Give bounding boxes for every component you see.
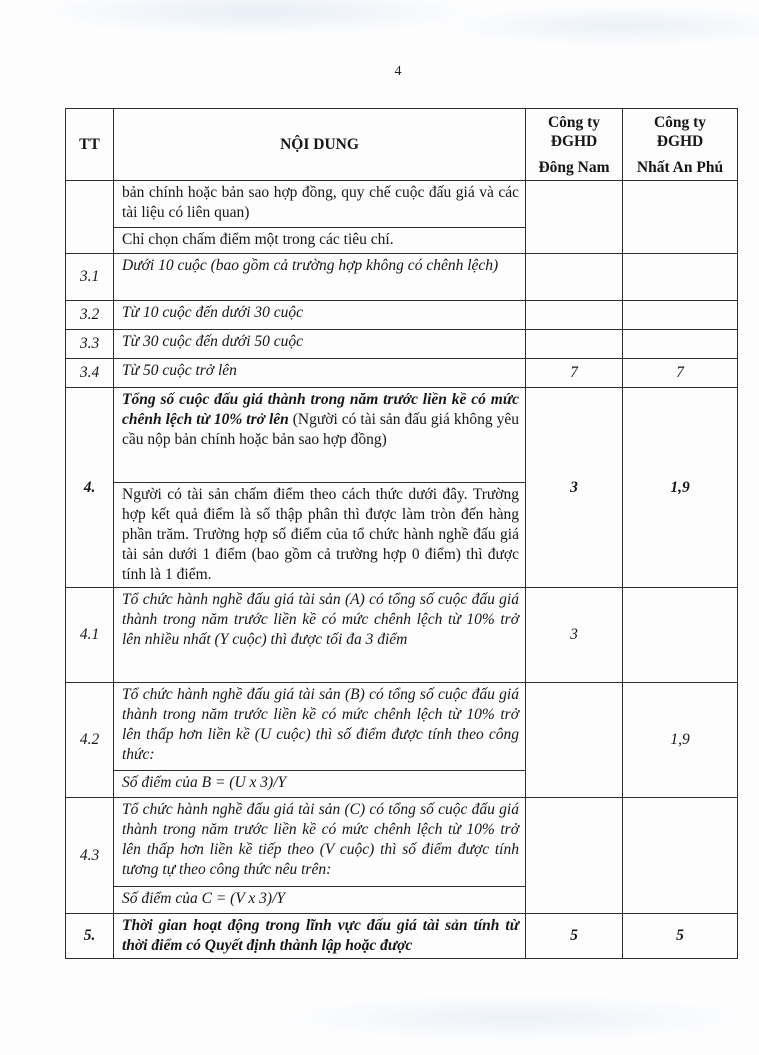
cell-content: Tổ chức hành nghề đấu giá tài sản (B) có tổng số cuộc đấu giá thành trong năm trước liền kề có mức chênh lệch từ 10% trở lên thấp hơn liền kề (U cuộc) thì số điểm được tính theo công thức: bbox=[114, 683, 526, 771]
cell-score-dong-nam bbox=[526, 254, 623, 301]
row-3-1 bbox=[66, 254, 738, 301]
row-5 bbox=[66, 914, 738, 959]
formula-text: Số điểm của C = (V x 3)/Y bbox=[122, 890, 285, 907]
company-name: Nhất An Phú bbox=[636, 158, 724, 176]
cell-tt-empty bbox=[66, 181, 114, 254]
row-continuation bbox=[66, 181, 738, 228]
cell-tt: 4.2 bbox=[66, 683, 114, 798]
row-4-3 bbox=[66, 798, 738, 887]
cell-content: Dưới 10 cuộc (bao gồm cả trường hợp không có chênh lệch) bbox=[114, 254, 526, 301]
header-cell-content: NỘI DUNG bbox=[114, 109, 526, 181]
cell-tt: 3.1 bbox=[66, 254, 114, 301]
cell-score-nhat-an-phu: 1,9 bbox=[623, 683, 738, 798]
cell-score-nhat-an-phu: 5 bbox=[623, 914, 738, 959]
cell-formula bbox=[114, 887, 526, 914]
cell-score-dong-nam bbox=[526, 330, 623, 359]
row-3-3 bbox=[66, 330, 738, 359]
evaluation-table bbox=[65, 108, 738, 959]
company-label-line: Công ty bbox=[547, 113, 601, 131]
cell-formula bbox=[114, 771, 526, 798]
cell-content: Tổ chức hành nghề đấu giá tài sản (C) có tổng số cuộc đấu giá thành trong năm trước liền kề có mức chênh lệch từ 10% trở lên thấp hơn liền kề tiếp theo (V cuộc) thì số điểm được tính tương tự theo công thức nêu trên: bbox=[114, 798, 526, 887]
cell-score-nhat-an-phu: 1,9 bbox=[623, 388, 738, 588]
cell-score-dong-nam: 3 bbox=[526, 388, 623, 588]
cell-score-nhat-an-phu: 7 bbox=[623, 359, 738, 388]
company-label-line: Công ty bbox=[653, 113, 707, 131]
criterion-note: (Người có tài sản đấu giá không yêu cầu nộp bản chính hoặc bản sao hợp đồng) bbox=[122, 411, 519, 448]
cell-content: Từ 30 cuộc đến dưới 50 cuộc bbox=[114, 330, 526, 359]
cell-score-dong-nam bbox=[526, 301, 623, 330]
cell-tt: 3.3 bbox=[66, 330, 114, 359]
cell-score-dong-nam bbox=[526, 181, 623, 254]
cell-score-nhat-an-phu bbox=[623, 798, 738, 914]
cell-score-nhat-an-phu bbox=[623, 330, 738, 359]
row-4-1 bbox=[66, 588, 738, 683]
cell-content: Thời gian hoạt động trong lĩnh vực đấu giá tài sản tính từ thời điểm có Quyết định thành lập hoặc được bbox=[114, 914, 526, 959]
cell-score-dong-nam: 3 bbox=[526, 588, 623, 683]
cell-tt: 4.3 bbox=[66, 798, 114, 914]
cell-tt: 3.2 bbox=[66, 301, 114, 330]
cell-score-nhat-an-phu bbox=[623, 301, 738, 330]
criterion-title: Tổng số cuộc đấu giá thành trong năm trước liền kề có mức chênh lệch từ 10% trở lên bbox=[122, 391, 519, 428]
cell-content: Từ 50 cuộc trở lên bbox=[114, 359, 526, 388]
header-cell-tt: TT bbox=[66, 109, 114, 181]
row-3-4 bbox=[66, 359, 738, 388]
cell-tt: 4.1 bbox=[66, 588, 114, 683]
page-number: 4 bbox=[394, 64, 402, 79]
cell-tt: 5. bbox=[66, 914, 114, 959]
company-label-line: ĐGHD bbox=[550, 132, 598, 150]
cell-score-dong-nam: 5 bbox=[526, 914, 623, 959]
cell-score-nhat-an-phu bbox=[623, 254, 738, 301]
header-row bbox=[66, 109, 738, 181]
row-4 bbox=[66, 388, 738, 483]
company-label-line: ĐGHD bbox=[656, 132, 704, 150]
cell-content: Từ 10 cuộc đến dưới 30 cuộc bbox=[114, 301, 526, 330]
cell-tt: 3.4 bbox=[66, 359, 114, 388]
header-cell-nhat-an-phu bbox=[623, 109, 738, 181]
cell-content: Chỉ chọn chấm điểm một trong các tiêu chí. bbox=[114, 228, 526, 254]
formula-text: Số điểm của B = (U x 3)/Y bbox=[122, 774, 287, 791]
row-3-2 bbox=[66, 301, 738, 330]
cell-content bbox=[114, 388, 526, 483]
cell-score-dong-nam bbox=[526, 798, 623, 914]
cell-score-nhat-an-phu bbox=[623, 588, 738, 683]
cell-score-dong-nam: 7 bbox=[526, 359, 623, 388]
header-cell-dong-nam bbox=[526, 109, 623, 181]
company-name: Đông Nam bbox=[538, 158, 610, 176]
row-4-2 bbox=[66, 683, 738, 771]
cell-content: Người có tài sản chấm điểm theo cách thức dưới đây. Trường hợp kết quả điểm là số thập phân thì được làm tròn đến hàng phần trăm. Trường hợp số điểm của tổ chức hành nghề đấu giá tài sản dưới 1 điểm (bao gồm cả trường hợp 0 điểm) thì được tính là 1 điểm. bbox=[114, 483, 526, 588]
cell-tt: 4. bbox=[66, 388, 114, 588]
cell-score-nhat-an-phu bbox=[623, 181, 738, 254]
cell-content: Tổ chức hành nghề đấu giá tài sản (A) có tổng số cuộc đấu giá thành trong năm trước liền kề có mức chênh lệch từ 10% trở lên nhiều nhất (Y cuộc) thì được tối đa 3 điểm bbox=[114, 588, 526, 683]
cell-content: bản chính hoặc bản sao hợp đồng, quy chế cuộc đấu giá và các tài liệu có liên quan) bbox=[114, 181, 526, 228]
cell-score-dong-nam bbox=[526, 683, 623, 798]
